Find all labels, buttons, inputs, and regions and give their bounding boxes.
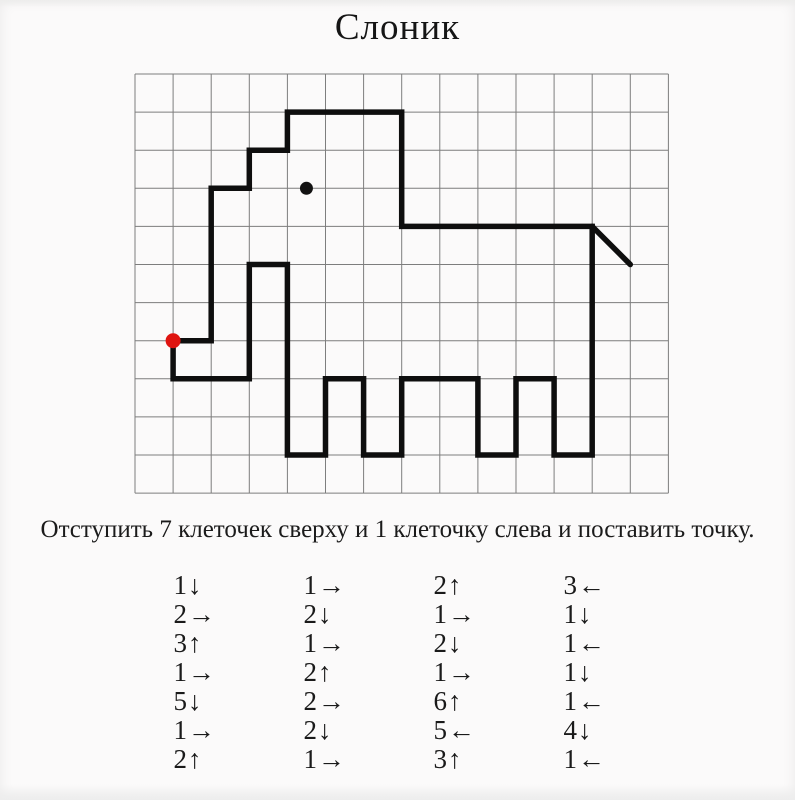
page-title: Слоник	[334, 7, 461, 48]
move-item: 2↑	[433, 570, 463, 600]
elephant-path	[173, 112, 592, 455]
move-item: 2↓	[303, 599, 333, 629]
move-item: 2↑	[303, 657, 333, 687]
move-item: 1↓	[563, 599, 593, 629]
instruction-text: Отступить 7 клеточек сверху и 1 клеточку слева и поставить точку.	[40, 516, 755, 543]
move-item: 2→	[173, 599, 216, 629]
move-item: 1→	[433, 599, 476, 629]
move-item: 5←	[433, 715, 476, 745]
move-item: 3↑	[433, 744, 463, 774]
move-item: 1→	[303, 744, 346, 774]
moves-column-2	[304, 571, 362, 774]
elephant-eye	[300, 182, 313, 195]
move-item: 2↑	[173, 744, 203, 774]
moves-table	[0, 571, 795, 774]
move-item: 1←	[563, 628, 606, 658]
move-item: 2→	[303, 686, 346, 716]
grid-wrap	[130, 69, 673, 503]
move-item: 2↓	[433, 628, 463, 658]
dictation-grid	[130, 69, 673, 498]
move-item: 1←	[563, 686, 606, 716]
photo-edge-top	[0, 0, 795, 7]
move-item: 1→	[173, 715, 216, 745]
move-item: 1↓	[173, 570, 203, 600]
move-item: 1→	[303, 628, 346, 658]
photo-edge-bottom	[0, 784, 795, 800]
elephant-tail	[592, 226, 630, 264]
start-dot	[166, 333, 181, 348]
move-item: 1→	[173, 657, 216, 687]
move-item: 3↑	[173, 628, 203, 658]
move-item: 6↑	[433, 686, 463, 716]
move-item: 5↓	[173, 686, 203, 716]
moves-column-3	[434, 571, 492, 774]
moves-column-4	[564, 571, 622, 774]
move-item: 1→	[303, 570, 346, 600]
moves-column-1	[174, 571, 232, 774]
move-item: 1↓	[563, 657, 593, 687]
move-item: 1←	[563, 744, 606, 774]
move-item: 2↓	[303, 715, 333, 745]
move-item: 3←	[563, 570, 606, 600]
move-item: 1→	[433, 657, 476, 687]
move-item: 4↓	[563, 715, 593, 745]
